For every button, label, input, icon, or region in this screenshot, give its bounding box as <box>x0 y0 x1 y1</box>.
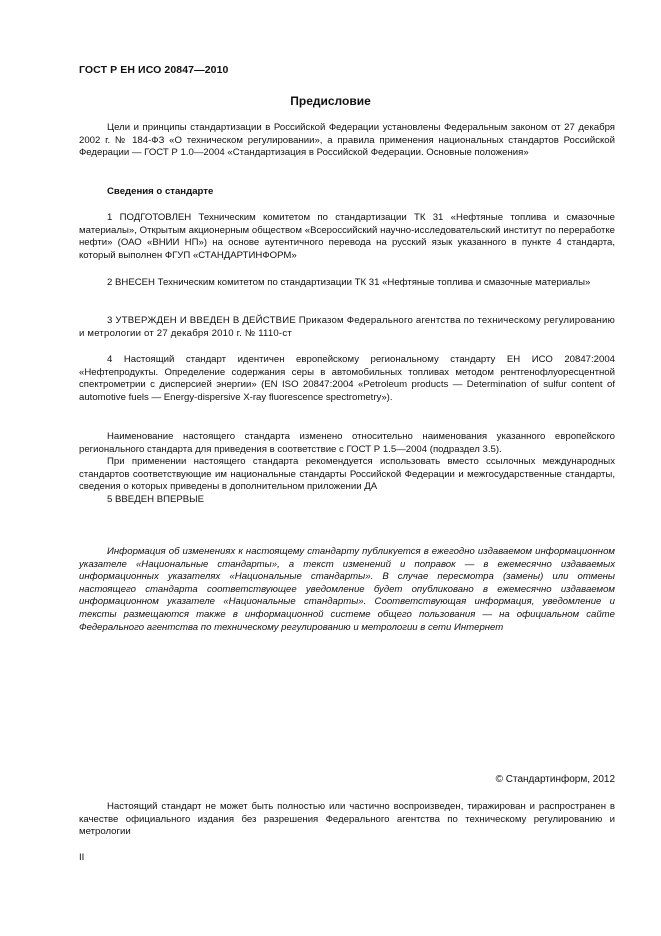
page-number: II <box>79 852 85 863</box>
item-4: 4 Настоящий стандарт идентичен европейскому региональному стандарту ЕН ИСО 20847:2004 «Нефтепродукты. Определение содержания серы в автомобильных топливах методом рентгенофлуоресцентной спектрометрии с дисперсией энергии» (EN ISO 20847:2004 «Petroleum products — Determination of sulfur content of automotive fuels — Energy-dispersive X-ray fluorescence spectrometry»). <box>79 354 615 403</box>
intro-paragraph: Цели и принципы стандартизации в Российской Федерации установлены Федеральным законом от 27 декабря 2002 г. № 184-ФЗ «О техническом регулировании», а правила применения национальных стандартов Российской Федерации — ГОСТ Р 1.0—2004 «Стандартизация в Российской Федерации. Основные положения» <box>79 122 615 159</box>
item-3: 3 УТВЕРЖДЕН И ВВЕДЕН В ДЕЙСТВИЕ Приказом Федерального агентства по техническому регулированию и метрологии от 27 декабря 2010 г. № 1110-ст <box>79 315 615 339</box>
standard-code: ГОСТ Р ЕН ИСО 20847—2010 <box>79 64 229 76</box>
item-1: 1 ПОДГОТОВЛЕН Техническим комитетом по стандартизации ТК 31 «Нефтяные топлива и смазочные материалы», Открытым акционерным обществом «Всероссийский научно-исследовательский институт по переработке нефти» (ОАО «ВНИИ НП») на основе аутентичного перевода на русский язык указанного в пункте 4 стандарта, который выполнен ФГУП «СТАНДАРТИНФОРМ» <box>79 212 615 261</box>
page-title: Предисловие <box>290 94 371 108</box>
info-heading: Сведения о стандарте <box>107 186 214 197</box>
copyright-line: © Стандартинформ, 2012 <box>495 774 615 785</box>
notice-paragraph: Информация об изменениях к настоящему стандарту публикуется в ежегодно издаваемом информационном указателе «Национальные стандарты», а текст изменений и поправок — в ежемесячно издаваемых информационных указателях «Национальные стандарты». В случае пересмотра (замены) или отмены настоящего стандарта соответствующее уведомление будет опубликовано в ежемесячно издаваемом информационном указателе «Национальные стандарты». Соответствующая информация, уведомление и тексты размещаются также в информационной системе общего пользования — на официальном сайте Федерального агентства по техническому регулированию и метрологии в сети Интернет <box>79 546 615 633</box>
item-5: 5 ВВЕДЕН ВПЕРВЫЕ <box>107 494 205 505</box>
item-4-note-2: При применении настоящего стандарта рекомендуется использовать вместо ссылочных международных стандартов соответствующие им национальные стандарты Российской Федерации и межгосударственные стандарты, сведения о которых приведены в дополнительном приложении ДА <box>79 456 615 493</box>
item-2: 2 ВНЕСЕН Техническим комитетом по стандартизации ТК 31 «Нефтяные топлива и смазочные материалы» <box>107 277 591 288</box>
item-4-note-1: Наименование настоящего стандарта изменено относительно наименования указанного европейского регионального стандарта для приведения в соответствие с ГОСТ Р 1.5—2004 (подраздел 3.5). <box>79 431 615 455</box>
reproduction-notice: Настоящий стандарт не может быть полностью или частично воспроизведен, тиражирован и распространен в качестве официального издания без разрешения Федерального агентства по техническому регулированию и метрологии <box>79 801 615 838</box>
